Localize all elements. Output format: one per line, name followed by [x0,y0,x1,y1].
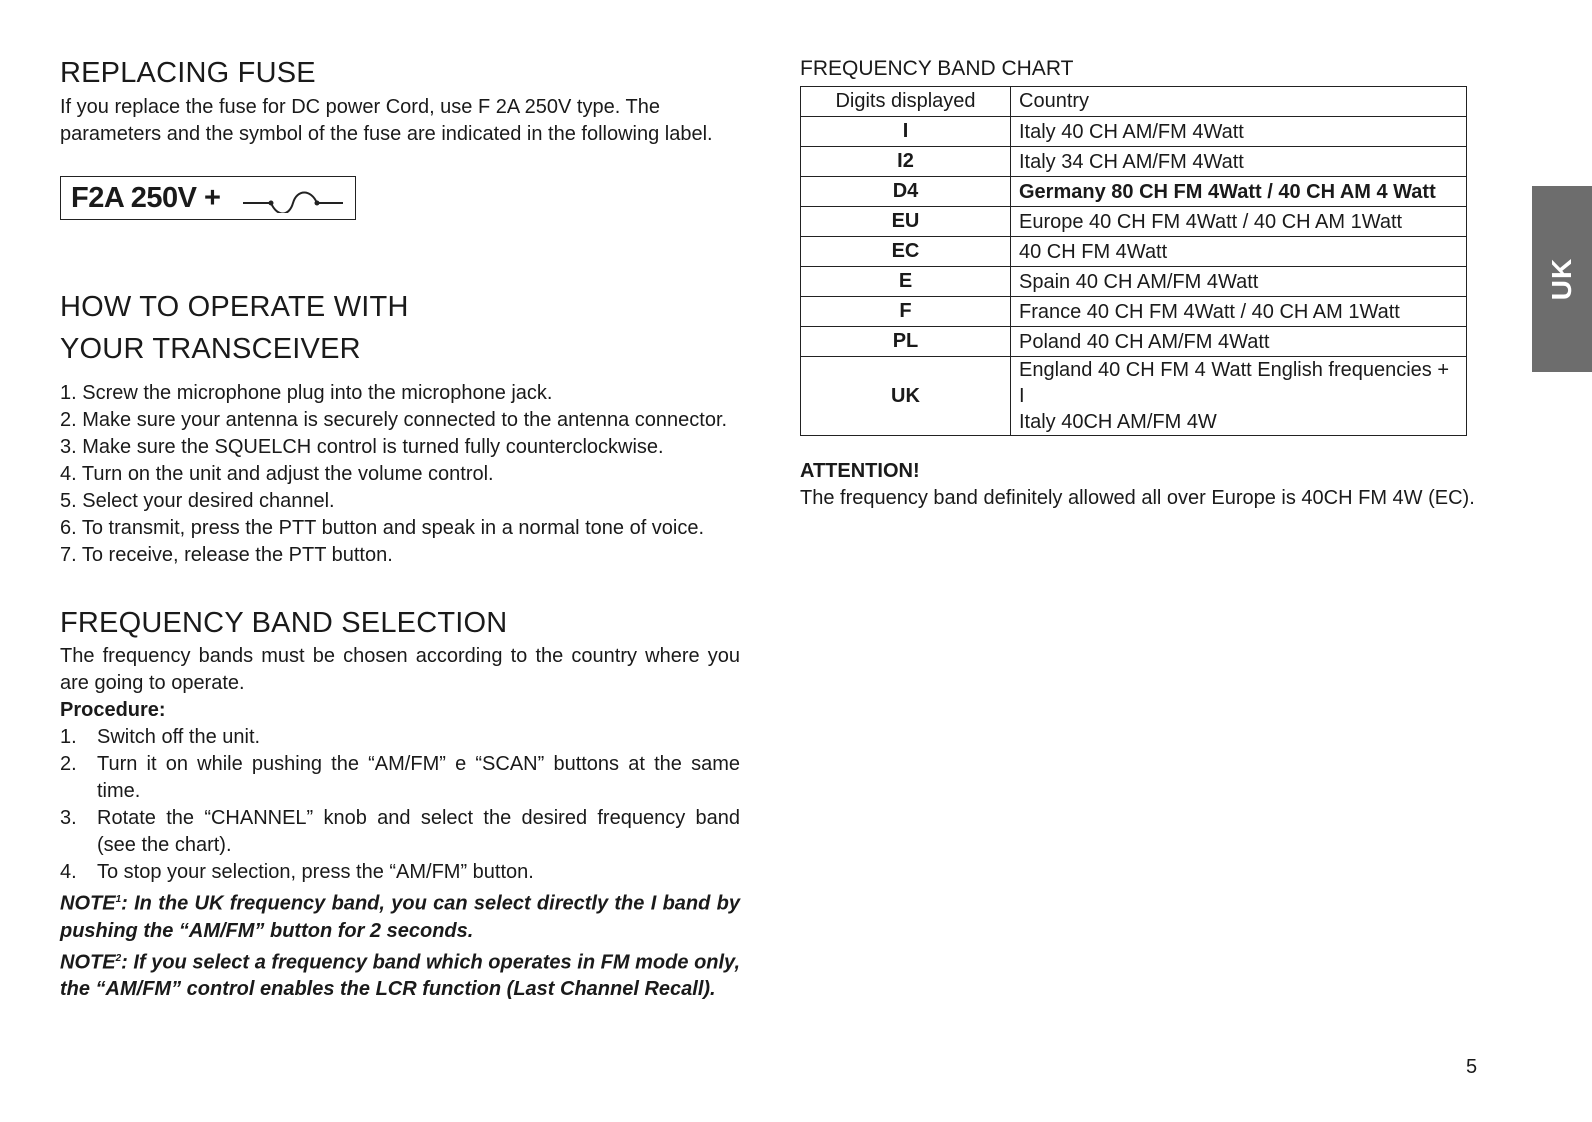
procedure-step [60,724,740,751]
note-2 [60,945,740,1004]
band-selection-section [60,603,740,1003]
cell-country: Europe 40 CH FM 4Watt / 40 CH AM 1Watt [1011,207,1467,237]
operate-title-line2: YOUR TRANSCEIVER [60,333,361,366]
table-row [801,177,1467,207]
procedure-step-number: 2. [60,753,77,776]
table-row [801,267,1467,297]
replacing-fuse-text: If you replace the fuse for DC power Cord, use F 2A 250V type. The parameters and the symbol of the fuse are indicated in the following label. [60,96,713,146]
note-1-text: : In the UK frequency band, you can select directly the I band by pushing the “AM/FM” button for 2 seconds. [60,892,740,942]
operate-step: 1. Screw the microphone plug into the microphone jack. [60,382,553,405]
cell-digits: EC [801,237,1011,267]
cell-country-line2: Italy 40CH AM/FM 4W [1019,411,1217,433]
left-column [60,52,740,1003]
replacing-fuse-title: REPLACING FUSE [60,57,316,89]
procedure-step-number: 3. [60,807,77,830]
attention-block [800,458,1480,512]
cell-digits: UK [801,357,1011,436]
note-2-text: : If you select a frequency band which operates in FM mode only, the “AM/FM” control enables the LCR function (Last Channel Recall). [60,951,740,1001]
note-2-prefix: NOTE [60,951,116,974]
table-header-row [801,87,1467,117]
band-selection-intro: The frequency bands must be chosen according to the country where you are going to operate. [60,645,740,695]
table-row [801,237,1467,267]
fuse-label-text: F2A 250V + [71,181,221,214]
cell-country: Italy 34 CH AM/FM 4Watt [1011,147,1467,177]
procedure-step-number: 4. [60,861,77,884]
table-row [801,297,1467,327]
cell-country: Italy 40 CH AM/FM 4Watt [1011,117,1467,147]
procedure-step-text: Switch off the unit. [97,726,261,749]
fuse-label-box [60,176,356,220]
procedure-step-text: To stop your selection, press the “AM/FM” button. [97,861,534,884]
cell-digits: I [801,117,1011,147]
procedure-list [60,724,740,886]
procedure-step [60,805,740,859]
cell-digits: D4 [801,177,1011,207]
procedure-step [60,751,740,805]
cell-digits: PL [801,327,1011,357]
procedure-step-text: Rotate the “CHANNEL” knob and select the desired frequency band (see the chart). [97,807,740,857]
cell-digits: F [801,297,1011,327]
operate-step: 3. Make sure the SQUELCH control is turned fully counterclockwise. [60,436,664,459]
cell-digits: E [801,267,1011,297]
note-1 [60,886,740,945]
note-2-sup: 2 [115,952,122,964]
language-side-tab-label: UK [1545,257,1577,301]
cell-country [1011,357,1467,436]
operate-title-line1: HOW TO OPERATE WITH [60,291,409,324]
cell-country: Germany 80 CH FM 4Watt / 40 CH AM 4 Watt [1011,177,1467,207]
procedure-step [60,859,740,886]
operate-step: 6. To transmit, press the PTT button and speak in a normal tone of voice. [60,517,705,540]
fuse-symbol-icon [243,183,343,213]
table-row [801,327,1467,357]
cell-country: Poland 40 CH AM/FM 4Watt [1011,327,1467,357]
note-1-prefix: NOTE [60,892,116,915]
attention-text: The frequency band definitely allowed all over Europe is 40CH FM 4W (EC). [800,487,1475,509]
chart-title: FREQUENCY BAND CHART [800,57,1074,80]
operate-step: 5. Select your desired channel. [60,490,335,513]
cell-country: Spain 40 CH AM/FM 4Watt [1011,267,1467,297]
note-1-sup: 1 [115,894,122,906]
operate-step: 7. To receive, release the PTT button. [60,544,393,567]
page-number: 5 [1466,1056,1478,1078]
cell-country: France 40 CH FM 4Watt / 40 CH AM 1Watt [1011,297,1467,327]
table-row [801,207,1467,237]
procedure-step-number: 1. [60,726,77,749]
header-digits: Digits displayed [801,87,1011,117]
cell-country-line1: England 40 CH FM 4 Watt English frequencies + I [1019,359,1450,407]
operate-section [60,286,740,569]
procedure-step-text: Turn it on while pushing the “AM/FM” e “SCAN” buttons at the same time. [97,753,740,803]
band-selection-title: FREQUENCY BAND SELECTION [60,607,508,640]
cell-digits: I2 [801,147,1011,177]
operate-title [60,286,740,370]
right-column [800,56,1480,512]
operate-step: 2. Make sure your antenna is securely connected to the antenna connector. [60,409,728,432]
operate-steps-list [60,380,740,569]
header-country: Country [1011,87,1467,117]
attention-title: ATTENTION! [800,460,920,482]
replacing-fuse-section [60,52,740,220]
table-row [801,357,1467,436]
table-row [801,117,1467,147]
language-side-tab [1532,186,1592,372]
cell-digits: EU [801,207,1011,237]
cell-country: 40 CH FM 4Watt [1011,237,1467,267]
frequency-band-table [800,86,1467,436]
procedure-label: Procedure: [60,699,166,722]
table-row [801,147,1467,177]
operate-step: 4. Turn on the unit and adjust the volume control. [60,463,494,486]
